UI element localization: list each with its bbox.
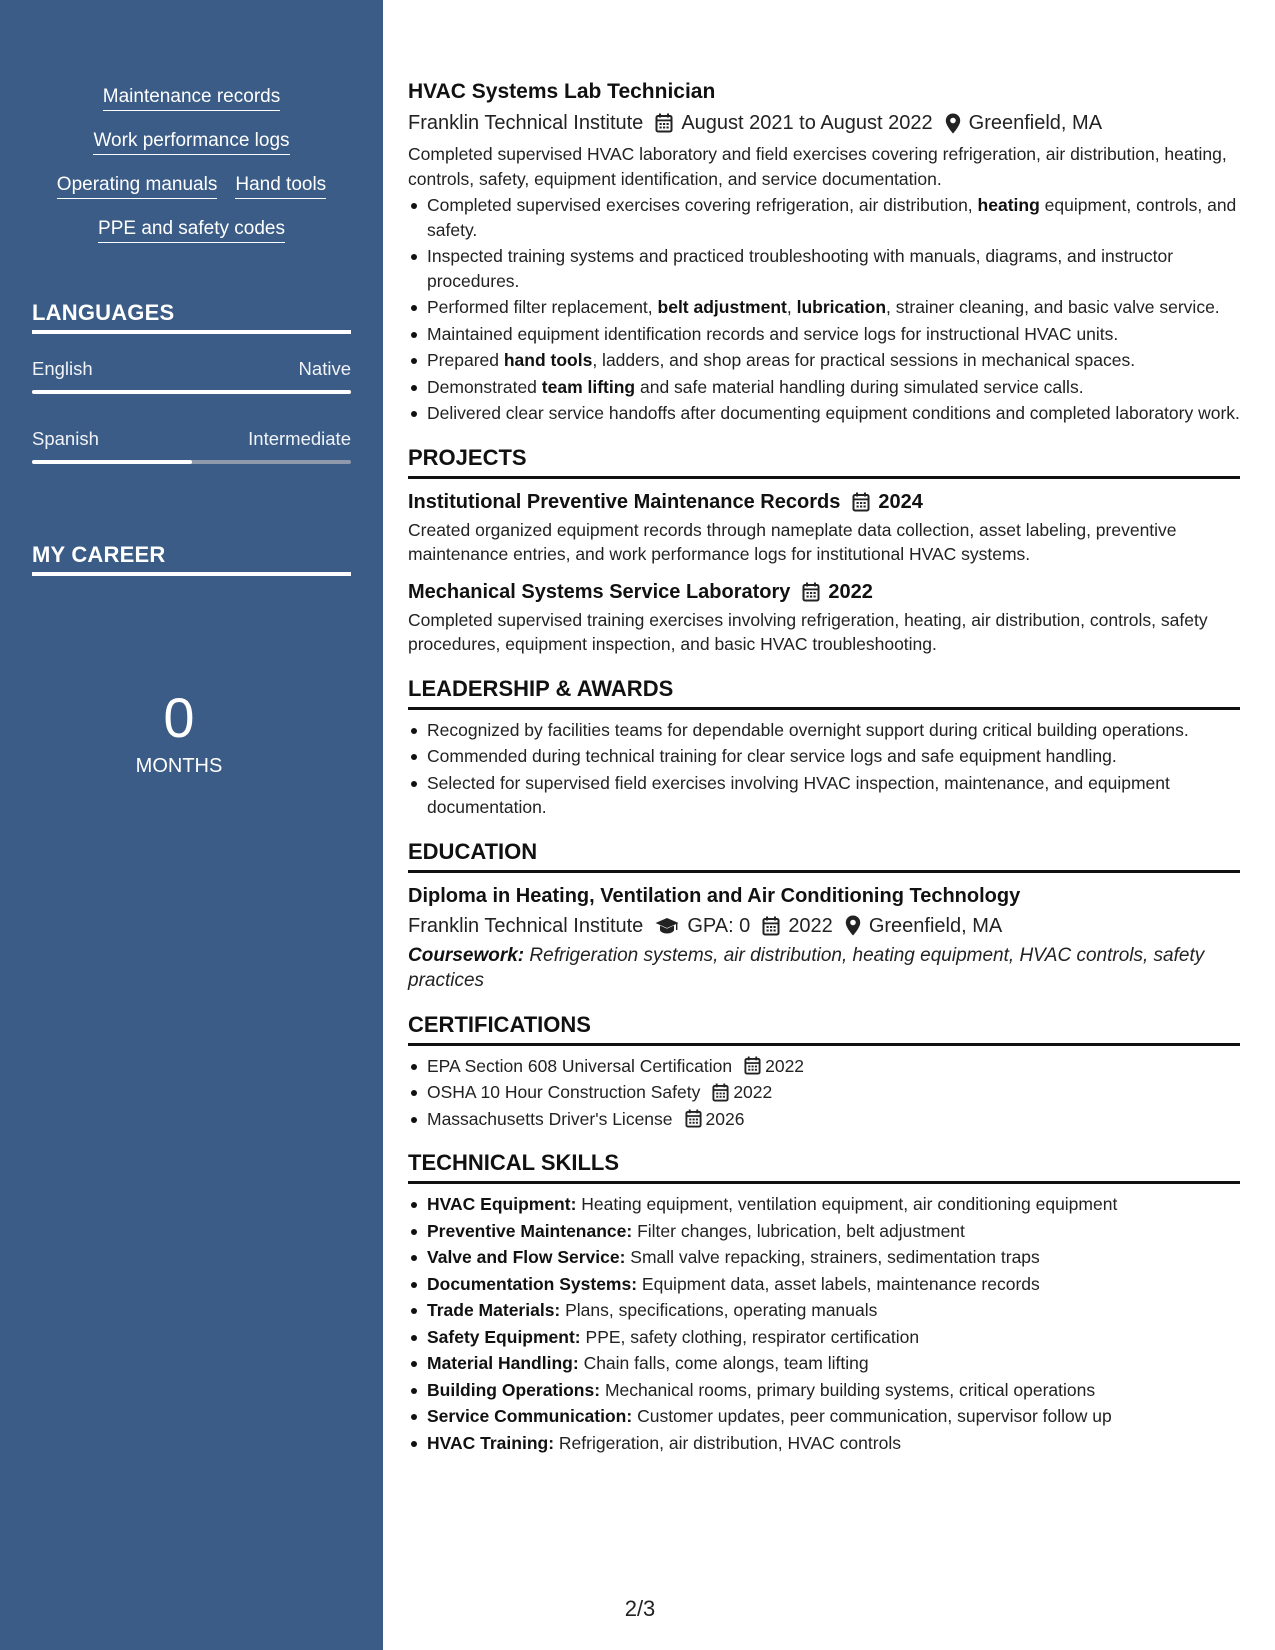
job-location: Greenfield, MA [968,112,1103,134]
certification-year: 2022 [733,1082,773,1102]
certification-item [408,1107,1240,1132]
project-title-row [408,579,1240,605]
skill-label: Service Communication: [427,1406,633,1426]
main-content [408,78,1240,1457]
language-spanish [32,428,351,464]
career-heading: MY CAREER [32,542,351,576]
skill-item [408,1192,1240,1217]
school-name: Franklin Technical Institute [408,914,644,937]
project-title: Mechanical Systems Service Laboratory [408,580,791,603]
text-run: equipment, controls, and safety. [427,195,1237,240]
language-proficiency-fill [32,460,192,464]
page-number: 2/3 [624,1596,656,1621]
job-dates: August 2021 to August 2022 [681,112,933,134]
text-run: Inspected training systems and practiced troubleshooting with manuals, diagrams, and instructor procedures. [427,246,1174,291]
skill-value: Heating equipment, ventilation equipment, air conditioning equipment [581,1194,1118,1214]
list-item [408,244,1240,293]
experience-entry [408,78,1240,426]
skill-value: Small valve repacking, strainers, sedimentation traps [630,1247,1040,1267]
skill-item [408,1219,1240,1244]
skill-label: Material Handling: [427,1353,579,1373]
projects-heading: PROJECTS [408,444,1240,479]
skill-item [408,1431,1240,1456]
gpa: GPA: 0 [687,914,751,937]
skill-item [408,1298,1240,1323]
project-title-row [408,489,1240,515]
calendar-icon [744,1056,761,1075]
education-meta [408,913,1240,939]
text-run: Maintained equipment identification records and service logs for instructional HVAC units. [427,323,1119,344]
language-proficiency-fill [32,390,351,394]
career-months-unit: MONTHS [135,755,223,777]
calendar-icon [762,916,780,936]
text-run: and safe material handling during simulated service calls. [635,376,1084,397]
list-item: Recognized by facilities teams for dependable overnight support during critical building operations. [408,718,1240,743]
bold-keyword: heating [977,195,1040,215]
education-section [408,838,1240,993]
skill-label: Safety Equipment: [427,1326,581,1347]
skill-label: HVAC Training: [427,1432,555,1453]
education-heading: EDUCATION [408,838,1240,873]
job-meta [408,110,1240,136]
language-level: Intermediate [248,428,351,449]
list-item: Commended during technical training for clear service logs and safe equipment handling. [408,744,1240,769]
skill-label: Valve and Flow Service: [427,1247,626,1267]
calendar-icon [685,1109,702,1128]
skills-section [408,1149,1240,1455]
list-item [408,348,1240,373]
skill-tags [0,86,383,262]
list-item [408,375,1240,400]
bold-keyword: team lifting [541,376,636,397]
skill-value: Equipment data, asset labels, maintenance records [641,1273,1040,1294]
bold-keyword: lubrication [796,297,887,317]
skill-item [408,1404,1240,1429]
skill-value: Filter changes, lubrication, belt adjustment [637,1220,965,1241]
location-pin-icon [945,113,961,134]
certification-item [408,1054,1240,1079]
text-run: Prepared [427,350,504,370]
location-pin-icon [845,915,861,936]
skill-item [408,1325,1240,1350]
certifications-heading: CERTIFICATIONS [408,1011,1240,1046]
skill-value: PPE, safety clothing, respirator certification [585,1326,920,1347]
certification-year: 2022 [765,1055,805,1076]
certifications-section [408,1011,1240,1132]
language-proficiency-bar [32,460,351,464]
skill-tag: Operating manuals [57,174,218,199]
coursework [408,943,1240,993]
sidebar [0,0,383,1650]
text-run: , [786,297,797,317]
list-item [408,295,1240,320]
skill-label: Building Operations: [427,1379,601,1400]
skill-tag: Maintenance records [103,86,280,111]
text-run: , strainer cleaning, and basic valve service. [886,297,1220,317]
career-months-value: 0 [163,686,195,749]
company-name: Franklin Technical Institute [408,112,644,134]
skill-item [408,1245,1240,1270]
bold-keyword: hand tools [503,350,593,370]
school-location: Greenfield, MA [868,914,1003,937]
text-run: Completed supervised exercises covering refrigeration, air distribution, [427,195,978,215]
degree-title: Diploma in Heating, Ventilation and Air Conditioning Technology [408,884,1021,907]
job-title: HVAC Systems Lab Technician [408,80,716,103]
skills-list [408,1192,1240,1455]
calendar-icon [802,582,820,602]
project-year: 2024 [878,490,923,513]
skill-value: Mechanical rooms, primary building systems, critical operations [604,1379,1096,1400]
leadership-list [408,718,1240,820]
language-name: English [32,358,93,379]
job-summary: Completed supervised HVAC laboratory and field exercises covering refrigeration, air distribution, heating, controls, safety, equipment identification, and service documentation. [408,144,1227,189]
text-run: Delivered clear service handoffs after documenting equipment conditions and completed laboratory work. [427,403,1240,423]
coursework-list: Refrigeration systems, air distribution, heating equipment, HVAC controls, safety practices [408,944,1205,991]
skill-item [408,1351,1240,1376]
project-year: 2022 [828,580,873,603]
skills-heading: TECHNICAL SKILLS [408,1149,1240,1184]
projects-section [408,444,1240,657]
language-name: Spanish [32,428,99,449]
project-title: Institutional Preventive Maintenance Records [408,490,841,513]
language-english [32,358,351,394]
certification-name: EPA Section 608 Universal Certification [427,1055,733,1076]
skill-tag: PPE and safety codes [98,218,285,243]
skill-item [408,1272,1240,1297]
languages-heading: LANGUAGES [32,300,351,334]
text-run: , ladders, and shop areas for practical sessions in mechanical spaces. [592,350,1136,370]
calendar-icon [655,113,673,133]
language-proficiency-bar [32,390,351,394]
skill-tag: Work performance logs [93,130,289,155]
leadership-heading: LEADERSHIP & AWARDS [408,675,1240,710]
certification-name: OSHA 10 Hour Construction Safety [427,1082,701,1102]
project-description: Created organized equipment records through nameplate data collection, asset labeling, preventive maintenance entries, and work performance logs for institutional HVAC systems. [408,519,1177,564]
calendar-icon [712,1083,729,1102]
certification-item [408,1080,1240,1105]
text-run: Performed filter replacement, [427,297,658,317]
skill-label: HVAC Equipment: [427,1194,577,1214]
skill-value: Chain falls, come alongs, team lifting [583,1353,869,1373]
calendar-icon [852,492,870,512]
graduation-cap-icon [655,917,679,935]
bold-keyword: belt adjustment [657,297,787,317]
text-run: Demonstrated [427,376,542,397]
certification-name: Massachusetts Driver's License [427,1108,673,1129]
list-item: Selected for supervised field exercises involving HVAC inspection, maintenance, and equipment documentation. [408,771,1240,820]
skill-value: Customer updates, peer communication, supervisor follow up [637,1406,1112,1426]
list-item [408,401,1240,426]
skill-item [408,1378,1240,1403]
skill-label: Preventive Maintenance: [427,1220,633,1241]
skill-label: Documentation Systems: [427,1273,638,1294]
skill-value: Refrigeration, air distribution, HVAC controls [558,1432,901,1453]
graduation-year: 2022 [788,914,833,937]
leadership-section [408,675,1240,820]
skill-value: Plans, specifications, operating manuals [565,1300,878,1320]
language-level: Native [298,358,351,379]
skill-tag: Hand tools [235,174,326,199]
skill-label: Trade Materials: [427,1300,561,1320]
list-item [408,193,1240,242]
list-item [408,322,1240,347]
certification-year: 2026 [705,1108,745,1129]
project-description: Completed supervised training exercises involving refrigeration, heating, air distribution, controls, safety procedures, equipment inspection, and basic HVAC troubleshooting. [408,609,1208,654]
coursework-label: Coursework: [408,944,525,966]
certifications-list [408,1054,1240,1132]
job-bullets [408,193,1240,426]
